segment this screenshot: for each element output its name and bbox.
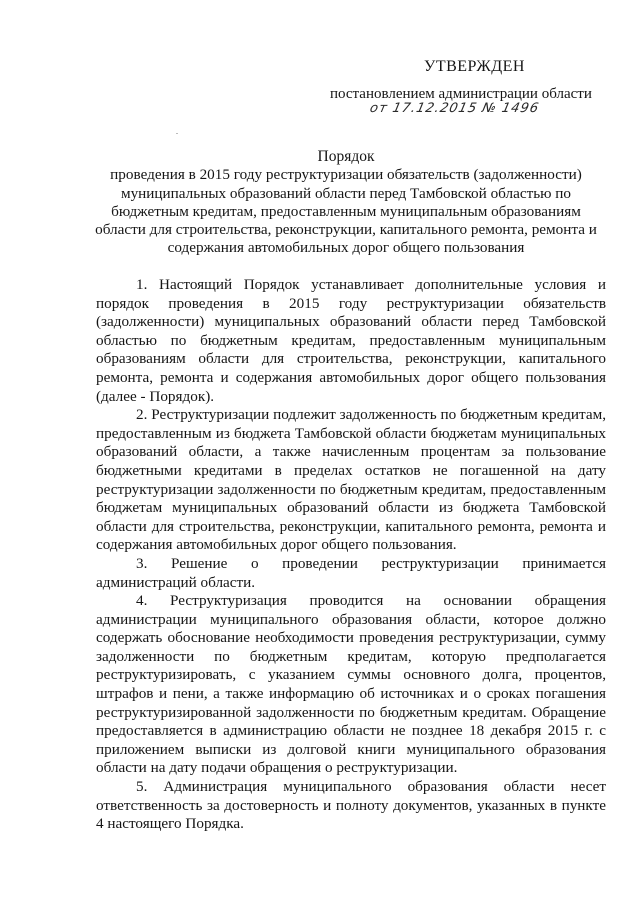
document-body (96, 276, 606, 834)
paragraph-2: 2. Реструктуризации подлежит задолженность по бюджетным кредитам, предоставленным из бюджета Тамбовской области бюджетам муниципальных образований области, а также начисленным процентам за пользование бюджетными кредитами в пределах остатков не погашенной на дату реструктуризации задолженности по бюджетным кредитам, предоставленным бюджетам муниципальных образований области из бюджета Тамбовской области для строительства, реконструкции, капитального ремонта, ремонта и содержания автомобильных дорог общего пользования. (96, 406, 606, 554)
document-subtitle-line: содержания автомобильных дорог общего пользования (167, 239, 525, 257)
document-title: Порядок (317, 148, 375, 165)
paragraph-3: 3. Решение о проведении реструктуризации принимается администраций области. (96, 554, 606, 591)
document-subtitle-line: области для строительства, реконструкции, капитального ремонта, ремонта и (95, 221, 597, 239)
paragraph-5: 5. Администрация муниципального образования области несет ответственность за достоверность и полноту документов, указанных в пункте 4 настоящего Порядка. (96, 778, 606, 833)
document-title-block (90, 148, 602, 258)
scan-speck (176, 133, 178, 134)
approval-handwritten-date: от 17.12.2015 № 1496 (368, 101, 541, 116)
paragraph-1: 1. Настоящий Порядок устанавливает дополнительные условия и порядок проведения в 2015 году реструктуризации обязательств (задолженности) муниципальных образований области перед Тамбовской областью по бюджетным кредитам, предоставленным муниципальным образованиям области для строительства, реконструкции, капитального ремонта, ремонта и содержания автомобильных дорог общего пользования (далее - Порядок). (96, 276, 606, 405)
approval-title: УТВЕРЖДЕН (424, 58, 525, 75)
paragraph-4: 4. Реструктуризация проводится на основании обращения администрации муниципального образования области, которое должно содержать обоснование необходимости проведения реструктуризации, сумму задолженности по бюджетным кредитам, которую предполагается реструктуризировать, с указанием суммы основного долга, процентов, штрафов и пени, а также информацию об источниках и о сроках погашения реструктуризированной задолженности по бюджетным кредитам. Обращение предоставляется в администрацию области не позднее 18 декабря 2015 г. с приложением выписки из долговой книги муниципального образования области на дату подачи обращения о реструктуризации. (96, 592, 606, 777)
document-subtitle-line: бюджетным кредитам, предоставленным муниципальным образованиям (111, 202, 581, 220)
document-subtitle-line: проведения в 2015 году реструктуризации обязательств (задолженности) (110, 166, 582, 184)
approval-line: постановлением администрации области (330, 86, 592, 102)
document-subtitle-line: муниципальных образований области перед Тамбовской областью по (120, 184, 572, 202)
